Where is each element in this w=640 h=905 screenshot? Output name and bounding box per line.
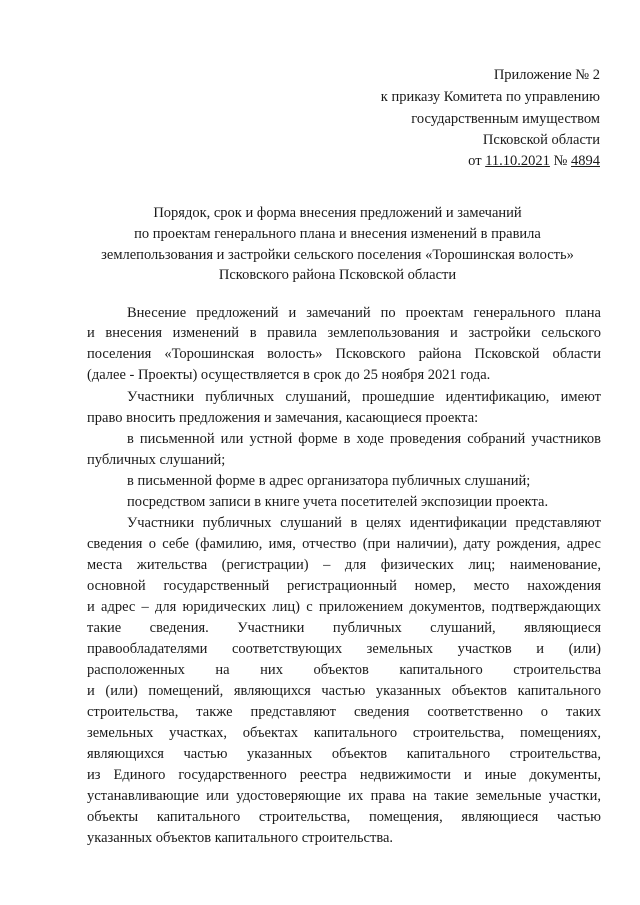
date-prefix: от (468, 153, 486, 169)
p6-line: расположенных на них объектов капитального строительства (87, 662, 601, 678)
p1-line: и внесения изменений в правила землепользования и застройки сельского (87, 325, 601, 341)
title-line-3: землепользования и застройки сельского поселения «Торошинская волость» (101, 247, 574, 263)
p1-line: Внесение предложений и замечаний по проектам генерального плана (127, 305, 601, 321)
p6-line: такие сведения. Участники публичных слушаний, являющиеся (87, 620, 601, 636)
p6-line: объекты капитального строительства, помещения, являющиеся частью (87, 809, 601, 825)
region-name: Псковской области (482, 132, 600, 148)
order-number: 4894 (571, 153, 600, 169)
p3-line: публичных слушаний; (87, 452, 226, 468)
p6-line: устанавливающие или удостоверяющие их права на такие земельные участки, (87, 788, 601, 804)
p3-line: в письменной или устной форме в ходе проведения собраний участников (127, 431, 601, 447)
p1-line: поселения «Торошинская волость» Псковского района Псковской области (87, 346, 601, 362)
committee-name: государственным имуществом (411, 111, 600, 127)
title-line-2: по проектам генерального плана и внесения изменений в правила (134, 226, 541, 242)
p6-line: места жительства (регистрации) – для физических лиц; наименование, (87, 557, 601, 573)
p6-line: Участники публичных слушаний в целях идентификации представляют (127, 515, 601, 531)
p2-line: Участники публичных слушаний, прошедшие идентификацию, имеют (127, 389, 601, 405)
title-line-1: Порядок, срок и форма внесения предложений и замечаний (153, 205, 522, 221)
title-line-4: Псковского района Псковской области (218, 267, 457, 283)
p6-line: правообладателями соответствующих земельных участков и (или) (87, 641, 601, 657)
p6-line: являющихся частью указанных объектов капитального строительства, (87, 746, 601, 762)
number-sign: № (549, 153, 571, 169)
p1-line: (далее - Проекты) осуществляется в срок до 25 ноября 2021 года. (87, 367, 491, 383)
p6-line: строительства, также представляют сведения соответственно о таких (87, 704, 601, 720)
p6-line: указанных объектов капитального строительства. (87, 830, 394, 846)
p6-line: основной государственный регистрационный номер, место нахождения (87, 578, 601, 594)
p5-line: посредством записи в книге учета посетителей экспозиции проекта. (127, 494, 549, 510)
order-reference: к приказу Комитета по управлению (380, 89, 600, 105)
p6-line: и адрес – для юридических лиц) с приложением документов, подтверждающих (87, 599, 601, 615)
p2-line: право вносить предложения и замечания, касающиеся проекта: (87, 410, 479, 426)
p6-line: сведения о себе (фамилию, имя, отчество (при наличии), дату рождения, адрес (87, 536, 601, 552)
p6-line: и (или) помещений, являющихся частью указанных объектов капитального (87, 683, 601, 699)
order-date-number (468, 152, 600, 171)
order-date: 11.10.2021 (485, 153, 550, 169)
p4-line: в письменной форме в адрес организатора публичных слушаний; (127, 473, 531, 489)
p6-line: земельных участках, объектах капитального строительства, помещениях, (87, 725, 601, 741)
p6-line: из Единого государственного реестра недвижимости и иные документы, (87, 767, 601, 783)
appendix-label: Приложение № 2 (493, 67, 600, 83)
